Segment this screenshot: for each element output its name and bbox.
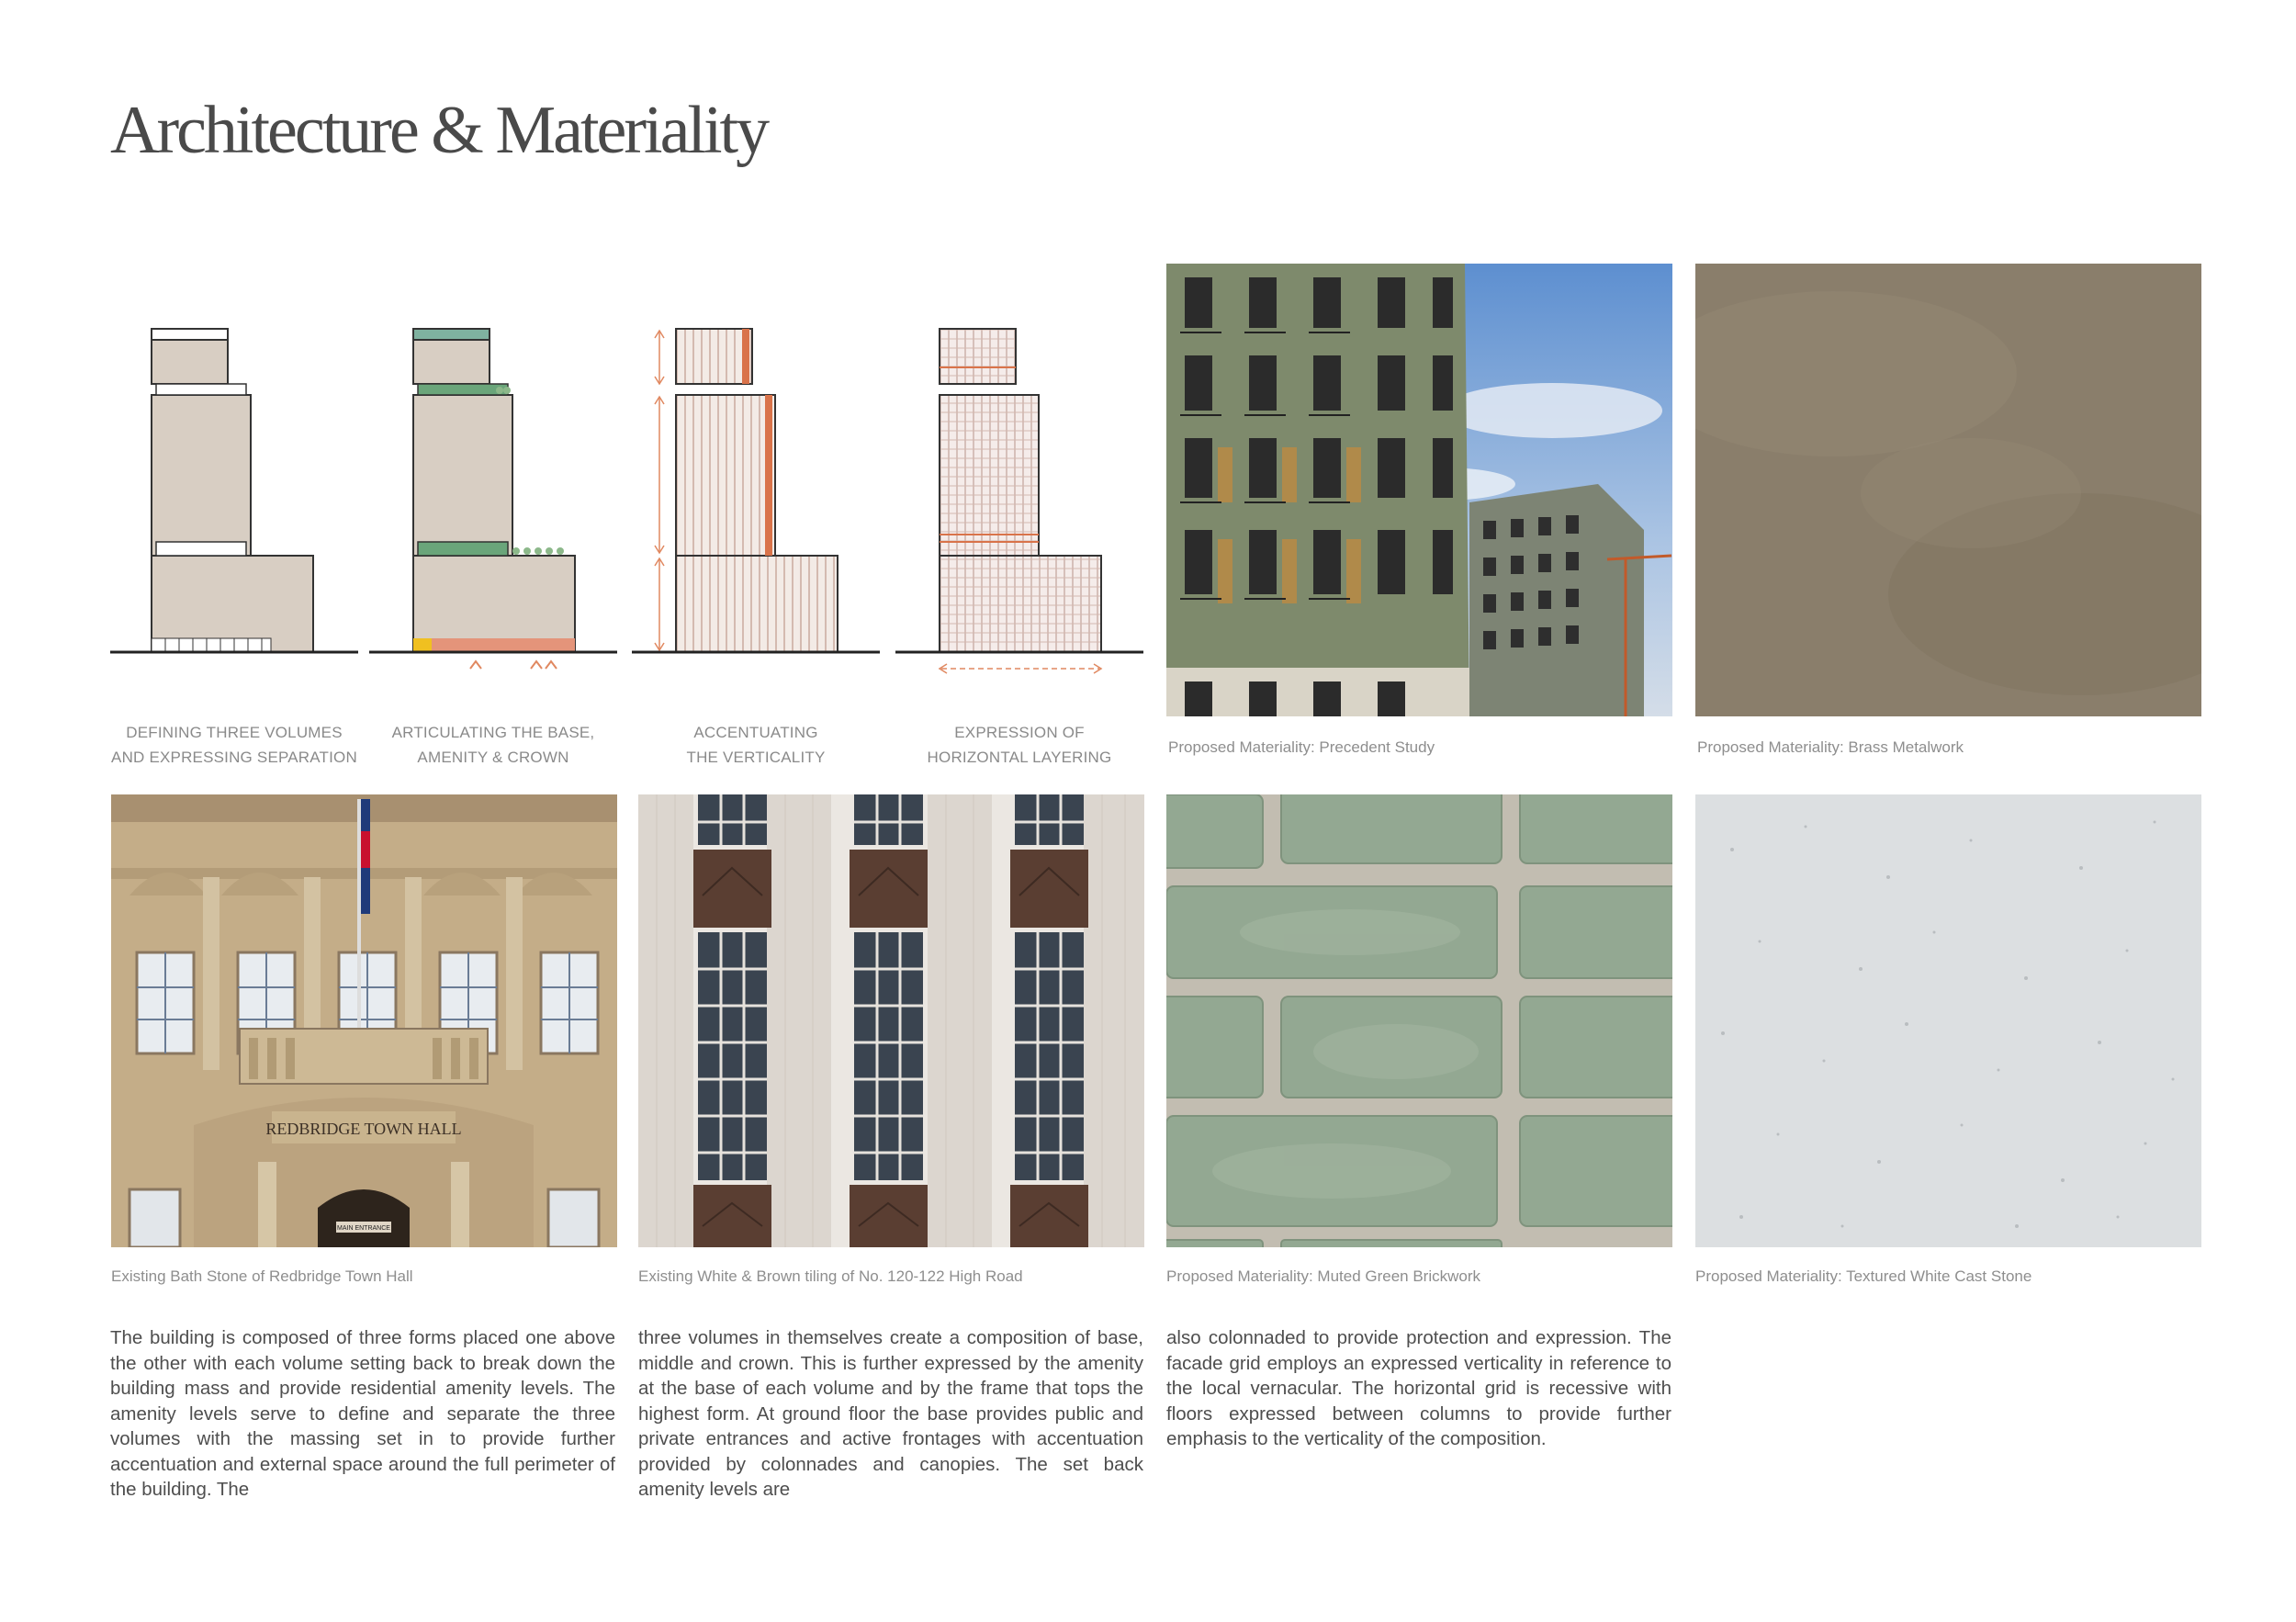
main-entrance-sign: MAIN ENTRANCE bbox=[337, 1225, 390, 1232]
diagram-label: ACCENTUATING THE VERTICALITY bbox=[686, 724, 826, 766]
diagram-label: DEFINING THREE VOLUMES AND EXPRESSING SEPARATION bbox=[111, 724, 357, 766]
image-caption: Existing White & Brown tiling of No. 120-122 High Road bbox=[638, 1267, 1023, 1285]
massing-diagram-three-volumes bbox=[110, 312, 358, 680]
massing-diagram-verticality bbox=[632, 312, 880, 680]
diagram-label: EXPRESSION OF HORIZONTAL LAYERING bbox=[927, 724, 1112, 766]
redbridge-town-hall-photo bbox=[111, 794, 617, 1247]
body-text-column-1: The building is composed of three forms placed one above the other with each volume setting back to break down the building mass and provide residential amenity levels. The amenity levels serve to define and separate the three volumes with the massing set in to provide further accentuation and external space around the full perimeter of the building. The bbox=[110, 1327, 615, 1500]
image-caption: Proposed Materiality: Muted Green Brickwork bbox=[1166, 1267, 1481, 1285]
body-text-column-2: three volumes in themselves create a composition of base, middle and crown. This is further expressed by the amenity at the base of each volume and by the frame that tops the highest form. At ground floor the base provides public and private entrances and active frontages with accentuation provided by colonnades and canopies. The set back amenity levels are bbox=[638, 1327, 1143, 1500]
brass-metalwork-swatch bbox=[1695, 264, 2201, 716]
town-hall-sign: REDBRIDGE TOWN HALL bbox=[265, 1120, 462, 1138]
massing-diagram-horizontal-layering bbox=[895, 312, 1143, 680]
green-brickwork-swatch bbox=[1166, 794, 1672, 1247]
massing-diagram-base-amenity-crown bbox=[369, 312, 617, 680]
body-text-column-3: also colonnaded to provide protection and expression. The facade grid employs an expressed verticality in reference to the local vernacular. The horizontal grid is recessive with floors expressed between columns to provide further emphasis to the verticality of the composition. bbox=[1166, 1327, 1671, 1449]
image-caption: Proposed Materiality: Precedent Study bbox=[1168, 738, 1435, 756]
precedent-study-photo bbox=[1166, 264, 1672, 716]
diagram-label: ARTICULATING THE BASE, AMENITY & CROWN bbox=[391, 724, 595, 766]
image-caption: Proposed Materiality: Brass Metalwork bbox=[1697, 738, 1964, 756]
high-road-tiling-photo bbox=[638, 794, 1144, 1247]
page-title: Architecture & Materiality bbox=[110, 93, 768, 168]
image-caption: Existing Bath Stone of Redbridge Town Hall bbox=[111, 1267, 413, 1285]
white-cast-stone-swatch bbox=[1695, 794, 2201, 1247]
image-caption: Proposed Materiality: Textured White Cast Stone bbox=[1695, 1267, 2032, 1285]
